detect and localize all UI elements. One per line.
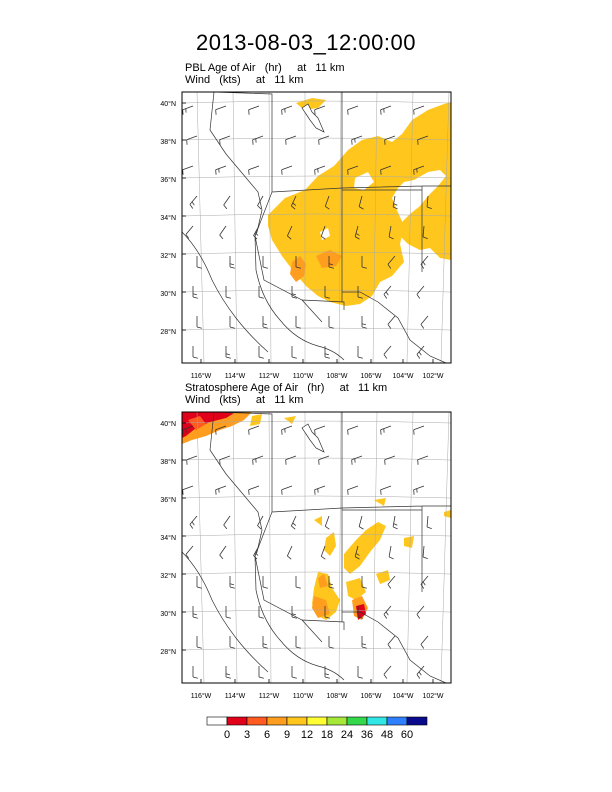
lat-label: 28°N (160, 649, 176, 656)
colorbar-swatch (367, 717, 387, 725)
panel2-variable-title: Stratosphere Age of Air (hr) at 11 km (185, 382, 388, 394)
colorbar-swatch (207, 717, 227, 725)
colorbar-swatch (287, 717, 307, 725)
colorbar-label: 3 (243, 729, 251, 741)
lat-label: 30°N (160, 291, 176, 298)
lon-label: 106°W (360, 693, 382, 700)
lat-label: 40°N (160, 101, 176, 108)
lon-label: 102°W (422, 693, 444, 700)
colorbar-label: 9 (283, 729, 291, 741)
lon-label: 108°W (326, 693, 348, 700)
colorbar-label: 48 (380, 729, 394, 741)
lon-label: 110°W (292, 693, 314, 700)
main-title: 2013-08-03_12:00:00 (196, 30, 416, 55)
lat-label: 34°N (160, 215, 176, 222)
panel2-wind-title: Wind (kts) at 11 km (185, 394, 304, 406)
colorbar-swatch (327, 717, 347, 725)
panel1-variable-title: PBL Age of Air (hr) at 11 km (185, 62, 345, 74)
stratosphere-lon-labels (191, 692, 444, 700)
lon-label: 116°W (190, 693, 212, 700)
lat-label: 32°N (160, 253, 176, 260)
lon-label: 114°W (224, 373, 246, 380)
lat-label: 36°N (160, 177, 176, 184)
pbl-lat-labels (160, 100, 176, 336)
lat-label: 28°N (160, 329, 176, 336)
map-panel-pbl (160, 92, 451, 380)
colorbar-label: 60 (400, 729, 414, 741)
lon-label: 112°W (258, 693, 280, 700)
lat-label: 36°N (160, 497, 176, 504)
lon-label: 112°W (258, 373, 280, 380)
colorbar-swatch (347, 717, 367, 725)
colorbar-label: 36 (360, 729, 374, 741)
stratosphere-lat-labels (160, 420, 176, 656)
lon-label: 104°W (392, 693, 414, 700)
colorbar-swatch (307, 717, 327, 725)
colorbar-swatch (407, 717, 427, 725)
colorbar-swatch (387, 717, 407, 725)
lat-label: 30°N (160, 611, 176, 618)
lat-label: 34°N (160, 535, 176, 542)
colorbar-label: 6 (263, 729, 271, 741)
colorbar-swatch (227, 717, 247, 725)
lat-label: 38°N (160, 459, 176, 466)
lon-label: 114°W (224, 693, 246, 700)
map-panel-stratosphere (160, 412, 451, 700)
lon-label: 108°W (326, 373, 348, 380)
lat-label: 32°N (160, 573, 176, 580)
panel1-wind-title: Wind (kts) at 11 km (185, 74, 304, 86)
colorbar-label: 12 (300, 729, 314, 741)
colorbar-label: 18 (320, 729, 334, 741)
pbl-lon-labels (191, 372, 444, 380)
lat-label: 38°N (160, 139, 176, 146)
colorbar-label: 0 (223, 729, 231, 741)
colorbar (207, 717, 427, 725)
colorbar-swatch (267, 717, 287, 725)
lat-label: 40°N (160, 421, 176, 428)
lon-label: 106°W (360, 373, 382, 380)
lon-label: 104°W (392, 373, 414, 380)
colorbar-swatch (247, 717, 267, 725)
lon-label: 116°W (190, 373, 212, 380)
lon-label: 110°W (292, 373, 314, 380)
colorbar-label: 24 (340, 729, 354, 741)
lon-label: 102°W (422, 373, 444, 380)
